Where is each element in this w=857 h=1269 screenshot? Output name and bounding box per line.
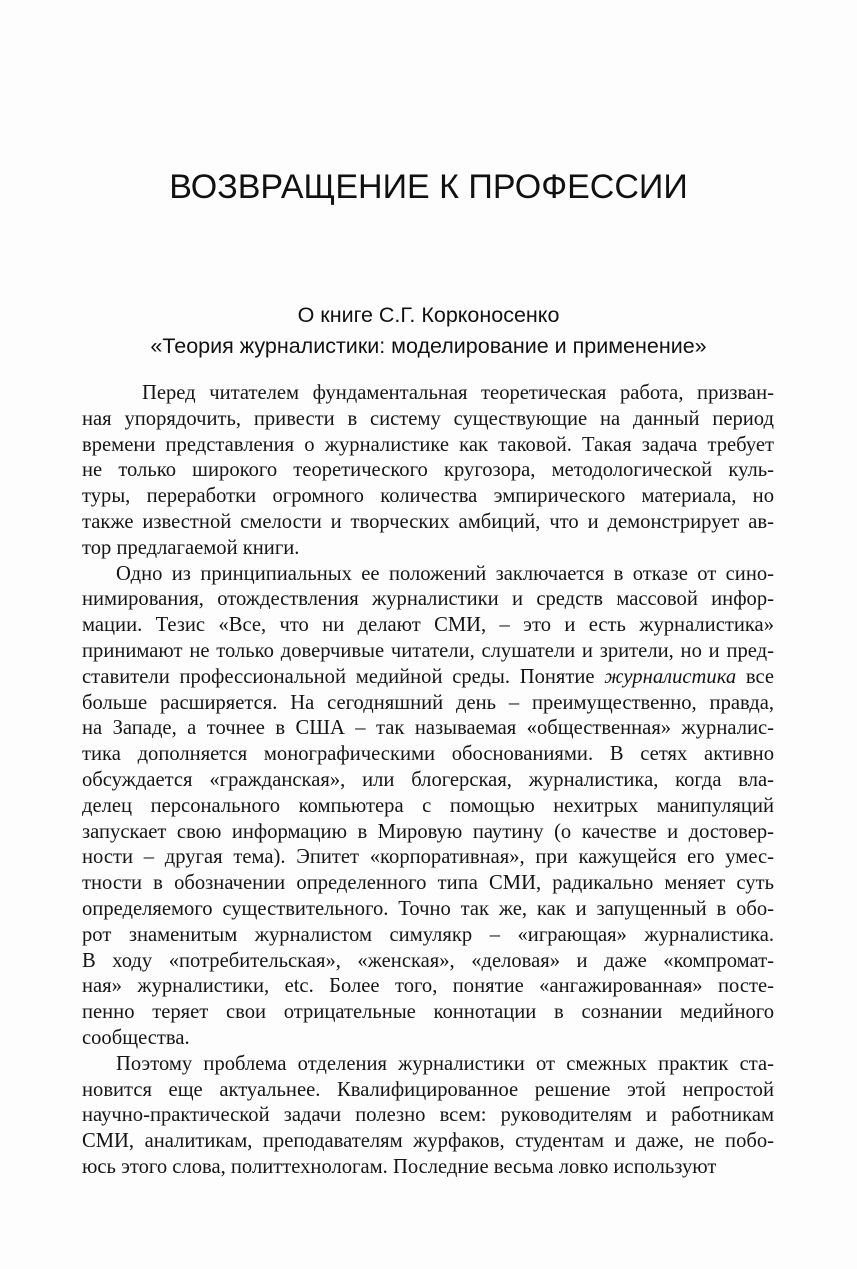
text-line: ная» журналистики, etc. Более того, понятие «ангажированная» посте- bbox=[82, 975, 774, 998]
text-line: Поэтому проблема отделения журналистики от смежных практик ста- bbox=[116, 1052, 774, 1075]
text-line: принимают не только доверчивые читатели, слушатели и зрители, но и пред- bbox=[82, 639, 774, 662]
review-subtitle bbox=[0, 300, 857, 362]
text-line: Перед читателем фундаментальная теоретическая работа, призван- bbox=[142, 382, 774, 404]
subtitle-line-2: «Теория журналистики: моделирование и применение» bbox=[150, 334, 707, 358]
text-line: запускает свою информацию в Мировую паутину (о качестве и достовер- bbox=[82, 820, 774, 843]
text-line: туры, переработки огромного количества эмпирического материала, но bbox=[82, 485, 774, 508]
text-line: тности в обозначении определенного типа СМИ, радикально меняет суть bbox=[82, 872, 774, 895]
text-line: мации. Тезис «Все, что ни делают СМИ, – это и есть журналистика» bbox=[82, 614, 774, 637]
emphasized-term: журналистика bbox=[604, 665, 737, 688]
text-line: Одно из принципиальных ее положений заключается в отказе от сино- bbox=[116, 562, 774, 585]
body-text bbox=[82, 381, 774, 1181]
paragraph bbox=[82, 562, 774, 1052]
text-line: больше расширяется. На сегодняшний день – преимущественно, правда, bbox=[82, 691, 774, 714]
text-line: на Западе, а точнее в США – так называемая «общественная» журналис- bbox=[82, 717, 774, 740]
paragraph bbox=[82, 1052, 774, 1181]
text-line: не только широкого теоретического кругозора, методологической куль- bbox=[82, 459, 774, 482]
text-line: юсь этого слова, политтехнологам. Последние весьма ловко используют bbox=[82, 1155, 717, 1178]
text-line: научно-практической задачи полезно всем: руководителям и работникам bbox=[82, 1104, 774, 1127]
text-line: рот знаменитым журналистом симулякр – «играющая» журналистика. bbox=[82, 923, 774, 946]
text-line: В ходу «потребительская», «женская», «деловая» и даже «компромат- bbox=[82, 949, 774, 972]
paragraph bbox=[82, 381, 774, 562]
text-line: делец персонального компьютера с помощью нехитрых манипуляций bbox=[82, 794, 774, 817]
text-line: СМИ, аналитикам, преподавателям журфаков, студентам и даже, не побо- bbox=[82, 1130, 774, 1153]
text-line: сообщества. bbox=[82, 1026, 190, 1049]
text-line: ная упорядочить, привести в систему существующие на данный период bbox=[82, 407, 774, 430]
text-line: ставители профессиональной медийной среды. Понятие журналистика все bbox=[82, 665, 774, 688]
chapter-title: ВОЗВРАЩЕНИЕ К ПРОФЕССИИ bbox=[169, 168, 688, 206]
text-line: обсуждается «гражданская», или блогерская, журналистика, когда вла- bbox=[82, 768, 774, 791]
text-line: определяемого существительного. Точно так же, как и запущенный в обо- bbox=[82, 897, 774, 920]
text-line: нимирования, отождествления журналистики и средств массовой инфор- bbox=[82, 588, 774, 611]
text-line: новится еще актуальнее. Квалифицированное решение этой непростой bbox=[82, 1078, 774, 1101]
subtitle-line-1: О книге С.Г. Корконосенко bbox=[297, 303, 560, 327]
text-line: времени представления о журналистике как таковой. Такая задача требует bbox=[82, 433, 774, 456]
text-line: тика дополняется монографическими обоснованиями. В сетях активно bbox=[82, 743, 774, 766]
text-line: тор предлагаемой книги. bbox=[82, 536, 300, 559]
text-line: ности – другая тема). Эпитет «корпоративная», при кажущейся его умес- bbox=[82, 846, 774, 869]
text-line: пенно теряет свои отрицательные коннотации в сознании медийного bbox=[82, 1001, 774, 1024]
text-line: также известной смелости и творческих амбиций, что и демонстрирует ав- bbox=[82, 510, 774, 533]
